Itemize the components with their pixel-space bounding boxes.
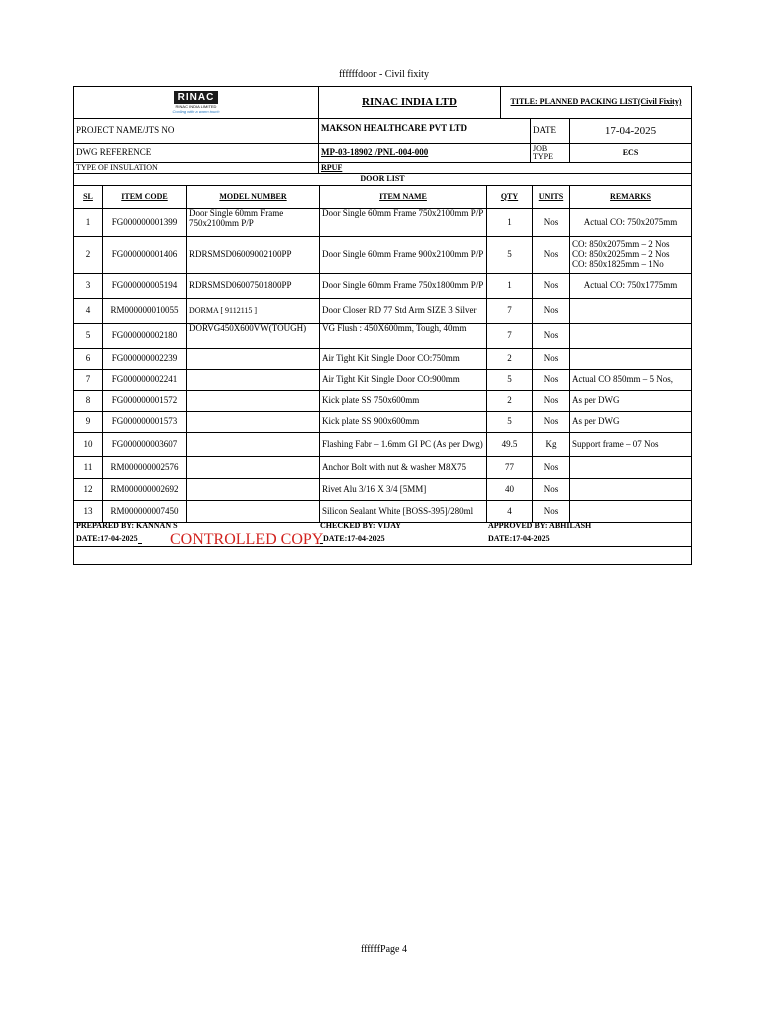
col-qty: QTY xyxy=(486,186,532,208)
table-row xyxy=(74,412,691,433)
prepared-date: DATE:17-04-2025 xyxy=(74,532,318,546)
dwg-label: DWG REFERENCE xyxy=(76,147,152,158)
table-row xyxy=(74,349,691,370)
title-row xyxy=(74,87,691,119)
row-item-name: Rivet Alu 3/16 X 3/4 [5MM] xyxy=(319,479,486,500)
insulation-value: RPUF xyxy=(318,163,530,173)
row-remarks: CO: 850x2075mm – 2 Nos CO: 850x2025mm – 2 Nos CO: 850x1825mm – 1No xyxy=(569,237,691,273)
row-remarks: Actual CO: 750x2075mm xyxy=(569,209,691,236)
approved-by: APPROVED BY: ABHILASH xyxy=(488,521,592,531)
row-item-name: Door Single 60mm Frame 900x2100mm P/P xyxy=(319,237,486,273)
row-item-code: RM000000007450 xyxy=(102,501,186,522)
row-qty: 77 xyxy=(486,457,532,478)
table-row xyxy=(74,274,691,299)
row-sl: 6 xyxy=(85,353,91,364)
col-model-number: MODEL NUMBER xyxy=(186,186,319,208)
logo-subtitle: RINAC INDIA LIMITED xyxy=(175,104,217,110)
col-item-code: ITEM CODE xyxy=(102,186,186,208)
row-item-code: FG000000002239 xyxy=(102,349,186,369)
table-row xyxy=(74,457,691,479)
row-units: Kg xyxy=(532,433,569,456)
row-item-name: Kick plate SS 750x600mm xyxy=(319,391,486,411)
row-sl: 5 xyxy=(85,330,91,341)
row-sl: 3 xyxy=(85,280,91,291)
checked-by: CHECKED BY: VIJAY xyxy=(320,521,402,531)
row-units: Nos xyxy=(532,370,569,390)
signoff-dates-row xyxy=(74,532,691,547)
table-header xyxy=(74,186,691,209)
row-model-number xyxy=(186,501,319,522)
row-qty: 5 xyxy=(486,237,532,273)
row-sl: 11 xyxy=(83,461,93,472)
row-model-number: DORMA [ 9112115 ] xyxy=(186,299,319,323)
row-item-name: Silicon Sealant White [BOSS-395]/280ml xyxy=(319,501,486,522)
checked-date: DATE:17-04-2025 xyxy=(318,532,486,546)
table-row xyxy=(74,433,691,457)
page-footer: ffffffPage 4 xyxy=(360,944,407,955)
dwg-row xyxy=(74,144,691,163)
dwg-value: MP-03-18902 /PNL-004-000 xyxy=(318,144,530,162)
row-units: Nos xyxy=(532,457,569,478)
row-item-code: RM000000002576 xyxy=(102,457,186,478)
table-row xyxy=(74,391,691,412)
row-model-number xyxy=(186,370,319,390)
col-sl: SL xyxy=(83,191,93,201)
row-units: Nos xyxy=(532,412,569,432)
table-row xyxy=(74,237,691,274)
row-item-code: RM000000002692 xyxy=(102,479,186,500)
row-qty: 7 xyxy=(486,324,532,348)
row-remarks: Actual CO 850mm – 5 Nos, xyxy=(569,370,691,390)
row-remarks xyxy=(569,324,691,348)
row-model-number xyxy=(186,349,319,369)
row-sl: 4 xyxy=(85,305,91,316)
row-qty: 49.5 xyxy=(486,433,532,456)
row-model-number: RDRSMSD06009002100PP xyxy=(186,237,319,273)
insulation-label: TYPE OF INSULATION xyxy=(76,163,158,172)
date-value: 17-04-2025 xyxy=(569,119,691,143)
row-item-name: Door Single 60mm Frame 750x1800mm P/P xyxy=(319,274,486,298)
row-remarks xyxy=(569,299,691,323)
job-type-label: JOB TYPE xyxy=(530,144,569,162)
row-item-code: FG000000003607 xyxy=(102,433,186,456)
row-units: Nos xyxy=(532,209,569,236)
row-sl: 8 xyxy=(85,395,91,406)
row-model-number: Door Single 60mm Frame 750x2100mm P/P xyxy=(186,209,319,236)
col-item-name: ITEM NAME xyxy=(319,186,486,208)
row-model-number xyxy=(186,412,319,432)
row-item-name: Anchor Bolt with nut & washer M8X75 xyxy=(319,457,486,478)
row-item-code: FG000000002241 xyxy=(102,370,186,390)
row-item-code: RM000000010055 xyxy=(102,299,186,323)
row-model-number xyxy=(186,433,319,456)
row-item-name: Door Single 60mm Frame 750x2100mm P/P xyxy=(319,209,486,236)
logo xyxy=(74,87,318,118)
row-remarks xyxy=(569,479,691,500)
row-item-name: Door Closer RD 77 Std Arm SIZE 3 Silver xyxy=(319,299,486,323)
row-remarks: As per DWG xyxy=(569,391,691,411)
row-units: Nos xyxy=(532,324,569,348)
table-row xyxy=(74,370,691,391)
row-qty: 4 xyxy=(486,501,532,522)
document-title: TITLE: PLANNED PACKING LIST (Civil Fixity) xyxy=(500,87,691,118)
row-item-code: FG000000001573 xyxy=(102,412,186,432)
row-item-code: FG000000001406 xyxy=(102,237,186,273)
job-type-value: ECS xyxy=(569,144,691,162)
row-remarks: Support frame – 07 Nos xyxy=(569,433,691,456)
row-units: Nos xyxy=(532,299,569,323)
row-model-number: DORVG450X600VW(TOUGH) xyxy=(186,324,319,348)
col-units: UNITS xyxy=(532,186,569,208)
row-sl: 10 xyxy=(83,438,93,449)
date-label: DATE xyxy=(530,119,569,143)
row-units: Nos xyxy=(532,479,569,500)
section-title-row xyxy=(74,174,691,186)
table-row xyxy=(74,324,691,349)
table-row xyxy=(74,209,691,237)
row-sl: 9 xyxy=(85,416,91,427)
row-model-number: RDRSMSD06007501800PP xyxy=(186,274,319,298)
project-row xyxy=(74,119,691,144)
row-units: Nos xyxy=(532,349,569,369)
row-qty: 1 xyxy=(486,274,532,298)
row-qty: 2 xyxy=(486,349,532,369)
company-name: RINAC INDIA LTD xyxy=(318,87,500,118)
row-qty: 40 xyxy=(486,479,532,500)
project-value: MAKSON HEALTHCARE PVT LTD xyxy=(318,119,530,143)
row-units: Nos xyxy=(532,274,569,298)
row-item-code: FG000000001399 xyxy=(102,209,186,236)
row-qty: 1 xyxy=(486,209,532,236)
row-item-name: VG Flush : 450X600mm, Tough, 40mm xyxy=(319,324,486,348)
row-item-name: Air Tight Kit Single Door CO:750mm xyxy=(319,349,486,369)
logo-tagline: Cooling with a warm touch xyxy=(172,108,220,114)
row-item-name: Air Tight Kit Single Door CO:900mm xyxy=(319,370,486,390)
section-title: DOOR LIST xyxy=(360,174,405,184)
row-item-code: FG000000001572 xyxy=(102,391,186,411)
table-row xyxy=(74,479,691,501)
row-qty: 2 xyxy=(486,391,532,411)
logo-mark: RINAC xyxy=(174,91,219,104)
insulation-row xyxy=(74,163,691,174)
row-sl: 7 xyxy=(85,374,91,385)
table-row xyxy=(74,299,691,324)
row-remarks: Actual CO: 750x1775mm xyxy=(569,274,691,298)
approved-date: DATE:17-04-2025 xyxy=(488,533,550,543)
row-model-number xyxy=(186,457,319,478)
signoff-names-row xyxy=(74,521,691,532)
row-item-code: FG000000002180 xyxy=(102,324,186,348)
controlled-copy-stamp: CONTROLLED COPY xyxy=(170,531,324,548)
page-header: ffffffdoor - Civil fixity xyxy=(339,69,429,80)
project-label: PROJECT NAME/JTS NO xyxy=(76,125,175,136)
row-qty: 5 xyxy=(486,370,532,390)
row-sl: 1 xyxy=(85,216,91,227)
row-units: Nos xyxy=(532,501,569,522)
row-sl: 12 xyxy=(83,483,93,494)
row-item-name: Flashing Fabr – 1.6mm GI PC (As per Dwg) xyxy=(319,433,486,456)
row-remarks xyxy=(569,349,691,369)
row-model-number xyxy=(186,391,319,411)
table-row xyxy=(74,501,691,523)
row-units: Nos xyxy=(532,237,569,273)
row-remarks xyxy=(569,457,691,478)
row-sl: 13 xyxy=(83,505,93,516)
row-model-number xyxy=(186,479,319,500)
prepared-by: PREPARED BY: KANNAN S xyxy=(76,521,178,531)
row-qty: 5 xyxy=(486,412,532,432)
packing-list-sheet xyxy=(73,86,692,565)
row-remarks: As per DWG xyxy=(569,412,691,432)
row-sl: 2 xyxy=(85,249,91,260)
row-qty: 7 xyxy=(486,299,532,323)
col-remarks: REMARKS xyxy=(569,186,691,208)
row-item-name: Kick plate SS 900x600mm xyxy=(319,412,486,432)
row-remarks xyxy=(569,501,691,522)
row-units: Nos xyxy=(532,391,569,411)
row-item-code: FG000000005194 xyxy=(102,274,186,298)
